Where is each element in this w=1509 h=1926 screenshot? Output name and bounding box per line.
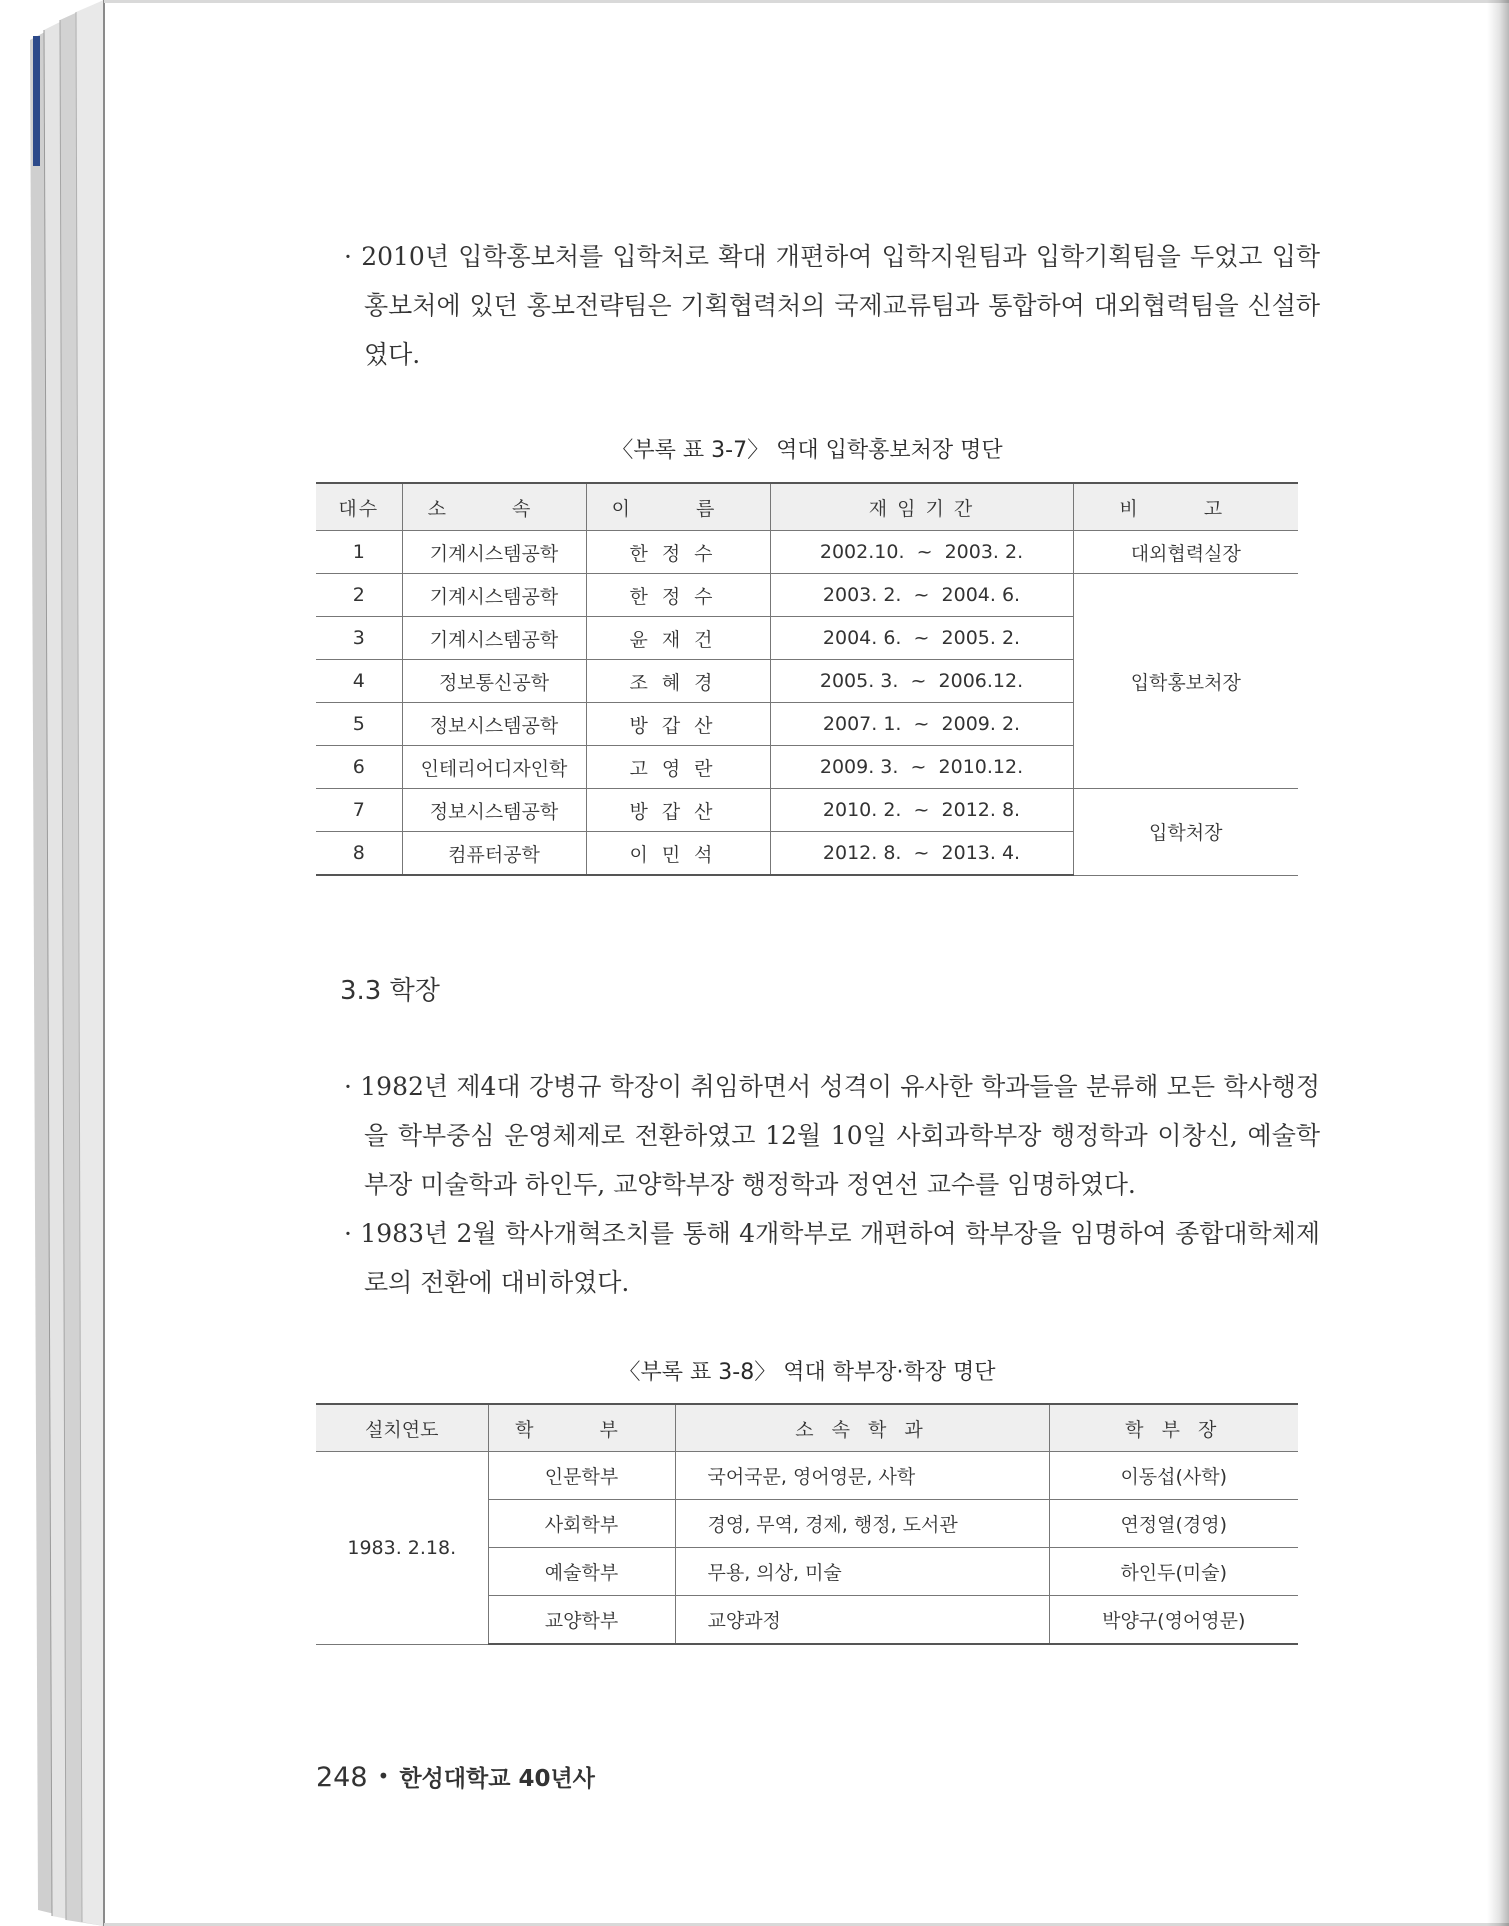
cell-name: 방갑산 [586,789,770,832]
book-title: 한성대학교 40년사 [399,1766,595,1792]
column-header: 대수 [316,483,402,531]
column-header: 설치연도 [316,1404,488,1452]
cell-year: 1983. 2.18. [316,1452,488,1645]
cell-name: 한정수 [586,531,770,574]
cell-departments: 국어국문, 영어영문, 사학 [675,1452,1049,1500]
cell-name: 조혜경 [586,660,770,703]
cell-no: 4 [316,660,402,703]
cell-period: 2010. 2. ~ 2012. 8. [770,789,1073,832]
cell-dept: 정보시스템공학 [402,703,586,746]
cell-period: 2007. 1. ~ 2009. 2. [770,703,1073,746]
table-row [316,1452,1298,1500]
table-header-row [316,483,1298,531]
cell-period: 2003. 2. ~ 2004. 6. [770,574,1073,617]
footer-bullet: • [377,1764,390,1788]
cell-dept: 인테리어디자인학 [402,746,586,789]
paragraph-admissions-reorg: · 2010년 입학홍보처를 입학처로 확대 개편하여 입학지원팀과 입학기획팀을 두었고 입학홍보처에 있던 홍보전략팀은 기획협력처의 국제교류팀과 통합하여 대외협력팀을 신설하였다. [344,242,1320,369]
column-header: 소 속 학 과 [675,1404,1049,1452]
page-top-edge [104,0,1509,3]
cell-departments: 교양과정 [675,1596,1049,1645]
cell-no: 7 [316,789,402,832]
cell-no: 1 [316,531,402,574]
paragraph-1983-reorg: · 1983년 2월 학사개혁조치를 통해 4개학부로 개편하여 학부장을 임명하여 종합대학체제로의 전환에 대비하였다. [344,1219,1320,1297]
cell-dean: 이동섭(사학) [1049,1452,1298,1500]
cell-period: 2002.10. ~ 2003. 2. [770,531,1073,574]
cell-period: 2009. 3. ~ 2010.12. [770,746,1073,789]
cell-no: 8 [316,832,402,876]
cell-dean: 하인두(미술) [1049,1548,1298,1596]
cell-period: 2004. 6. ~ 2005. 2. [770,617,1073,660]
cell-note: 입학처장 [1073,789,1298,876]
cell-name: 이민석 [586,832,770,876]
page-number: 248 [316,1762,368,1793]
cell-no: 3 [316,617,402,660]
cell-departments: 무용, 의상, 미술 [675,1548,1049,1596]
cell-dean: 연정열(경영) [1049,1500,1298,1548]
cell-school: 사회학부 [488,1500,675,1548]
cell-name: 한정수 [586,574,770,617]
book-page-stack [0,0,110,1926]
cell-departments: 경영, 무역, 경제, 행정, 도서관 [675,1500,1049,1548]
cell-no: 2 [316,574,402,617]
table-header-row [316,1404,1298,1452]
table-row [316,574,1298,617]
page-footer [316,1760,595,1793]
cell-name: 고영란 [586,746,770,789]
cell-name: 방갑산 [586,703,770,746]
column-header: 소 속 [402,483,586,531]
cell-dept: 정보시스템공학 [402,789,586,832]
column-header: 이 름 [586,483,770,531]
cell-school: 예술학부 [488,1548,675,1596]
cell-note: 입학홍보처장 [1073,574,1298,789]
table-row [316,531,1298,574]
cell-dean: 박양구(영어영문) [1049,1596,1298,1645]
cell-dept: 기계시스템공학 [402,617,586,660]
cell-no: 5 [316,703,402,746]
paragraph-1982-reorg: · 1982년 제4대 강병규 학장이 취임하면서 성격이 유사한 학과들을 분류해 모든 학사행정을 학부중심 운영체제로 전환하였고 12월 10일 사회과학부장 행정학과 이창신, 예술학부장 미술학과 하인두, 교양학부장 행정학과 정연선 교수를 임명하였다. [344,1072,1320,1199]
column-header: 비 고 [1073,483,1298,531]
table1-caption: 〈부록 표 3-7〉 역대 입학홍보처장 명단 [611,438,1003,463]
table-row [316,789,1298,832]
cell-note: 대외협력실장 [1073,531,1298,574]
cell-period: 2012. 8. ~ 2013. 4. [770,832,1073,876]
column-header: 학 부 장 [1049,1404,1298,1452]
cell-dept: 기계시스템공학 [402,531,586,574]
page-right-shadow [1487,0,1509,1926]
cell-school: 인문학부 [488,1452,675,1500]
cell-dept: 정보통신공학 [402,660,586,703]
column-header: 학 부 [488,1404,675,1452]
cell-dept: 컴퓨터공학 [402,832,586,876]
admissions-directors-table [316,482,1298,876]
section-title: 3.3 학장 [340,976,440,1006]
cell-no: 6 [316,746,402,789]
column-header: 재 임 기 간 [770,483,1073,531]
school-deans-table [316,1403,1298,1645]
cell-name: 윤재건 [586,617,770,660]
table2-caption: 〈부록 표 3-8〉 역대 학부장·학장 명단 [618,1360,996,1385]
cell-dept: 기계시스템공학 [402,574,586,617]
cell-school: 교양학부 [488,1596,675,1645]
cell-period: 2005. 3. ~ 2006.12. [770,660,1073,703]
